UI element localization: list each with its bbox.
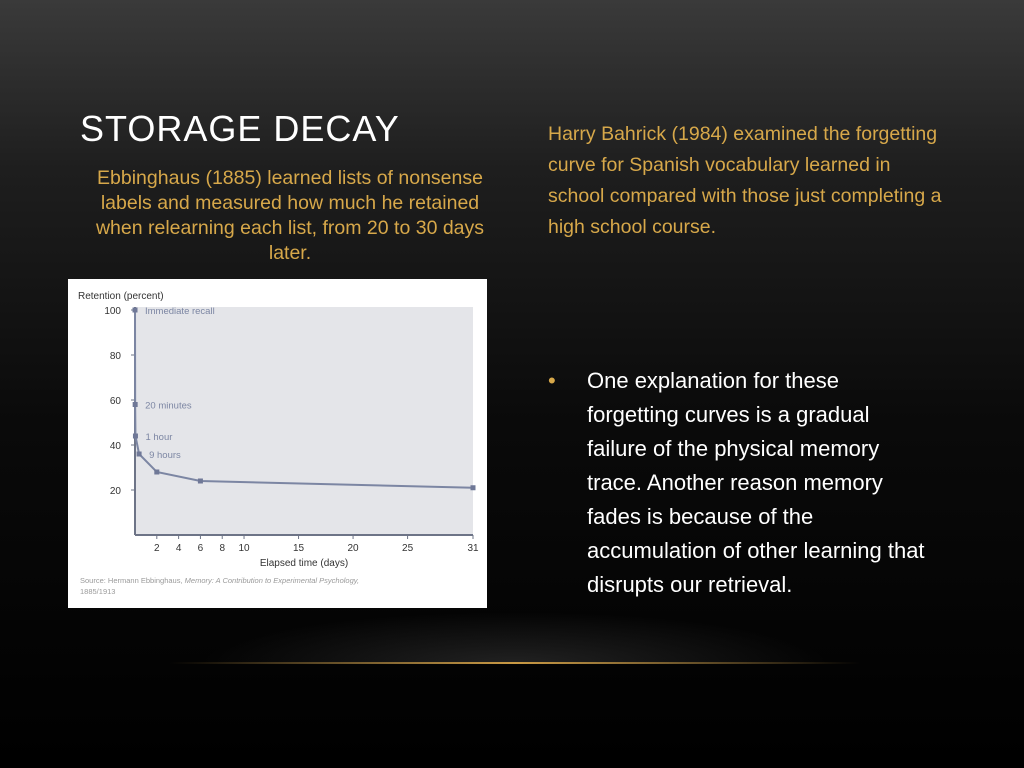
curve-annotation: Immediate recall	[145, 306, 215, 317]
bullet-marker: •	[548, 368, 556, 393]
x-tick-label: 20	[347, 543, 359, 554]
x-tick-label: 25	[402, 543, 414, 554]
y-tick-label: 80	[109, 351, 121, 362]
slide-title: STORAGE DECAY	[80, 108, 400, 149]
data-point	[133, 308, 138, 313]
bullet-list	[548, 364, 928, 602]
curve-annotation: 9 hours	[149, 450, 181, 461]
chart-source-title: Memory: A Contribution to Experimental Psychology,	[184, 576, 360, 585]
x-tick-label: 4	[175, 543, 182, 554]
y-tick-label: 20	[109, 486, 121, 497]
chart-source-label: Source: Hermann Ebbinghaus,	[80, 576, 185, 585]
data-point	[133, 402, 138, 407]
divider-glow	[200, 612, 830, 664]
x-tick-label: 15	[292, 543, 305, 554]
data-point	[137, 452, 142, 457]
x-tick-label: 6	[197, 543, 204, 554]
x-tick-label: 2	[154, 543, 160, 554]
y-tick-label: 40	[109, 441, 121, 452]
y-axis-label: Retention (percent)	[78, 291, 164, 302]
chart-source-years: 1885/1913	[80, 587, 116, 596]
curve-annotation: 20 minutes	[145, 400, 192, 412]
bahrick-description: Harry Bahrick (1984) examined the forgetting curve for Spanish vocabulary learned in school compared with those just completing a high school course.	[548, 123, 942, 238]
x-axis-label: Elapsed time (days)	[259, 558, 349, 569]
bullet-item	[548, 364, 928, 602]
forgetting-curve-svg	[68, 279, 487, 608]
plot-background	[135, 307, 473, 535]
data-point	[133, 434, 138, 439]
forgetting-curve-chart	[68, 279, 487, 608]
data-point	[471, 485, 476, 490]
data-point	[154, 470, 159, 475]
y-tick-group	[104, 306, 135, 497]
curve-annotation: 1 hour	[145, 432, 173, 443]
bullet-text: One explanation for these forgetting curves is a gradual failure of the physical memory trace. Another reason memory fades is because of the accumulation of other learning that disrupts our retrieval.	[587, 368, 925, 597]
x-tick-label: 10	[238, 543, 250, 554]
chart-source	[80, 576, 359, 585]
x-tick-group	[154, 535, 479, 554]
x-tick-label: 31	[467, 543, 479, 554]
gold-divider-line	[170, 662, 860, 664]
y-tick-label: 100	[104, 306, 121, 317]
y-tick-label: 60	[109, 396, 121, 407]
ebbinghaus-description: Ebbinghaus (1885) learned lists of nonsense labels and measured how much he retained when relearning each list, from 20 to 30 days later.	[95, 167, 485, 264]
x-tick-label: 8	[219, 543, 226, 554]
data-point	[198, 479, 203, 484]
